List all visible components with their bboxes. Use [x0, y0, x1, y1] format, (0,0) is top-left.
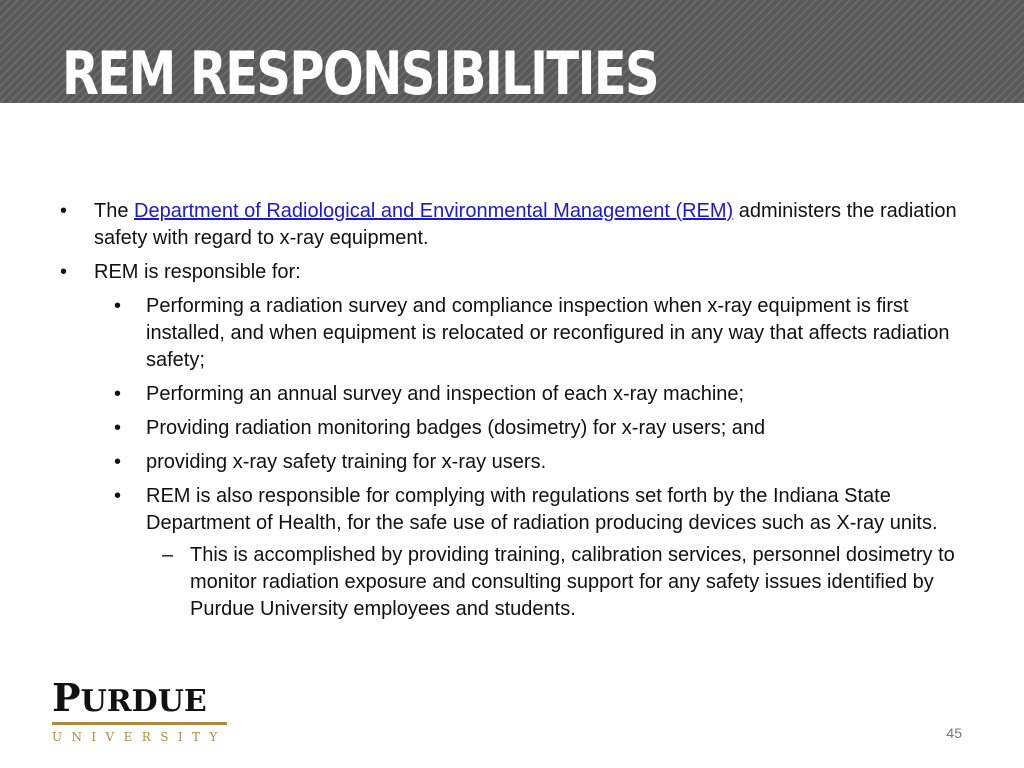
- bullet-marker: •: [60, 200, 68, 222]
- logo-initial: P: [52, 675, 81, 720]
- bullet-text: Performing a radiation survey and compliance inspection when x-ray equipment is first installed, and when equipment is relocated or reconfigured in any way that affects radiation safety;: [146, 295, 950, 371]
- title-banner: [0, 0, 1024, 103]
- bullet-text-prefix: The: [94, 200, 129, 222]
- bullet-marker: •: [114, 485, 122, 507]
- dash-marker: –: [162, 544, 174, 566]
- logo-word-rest: URDUE: [80, 684, 207, 719]
- list-item: [60, 483, 965, 623]
- page-number: 45: [946, 725, 962, 741]
- list-item: [60, 542, 965, 623]
- sub-sub-bullet-list: [146, 542, 965, 623]
- bullet-text: Providing radiation monitoring badges (dosimetry) for x-ray users; and: [146, 417, 766, 439]
- rem-department-link[interactable]: Department of Radiological and Environmental Management (REM): [134, 200, 734, 222]
- list-item: [60, 381, 965, 408]
- bullet-text: REM is responsible for:: [94, 261, 301, 283]
- bullet-text: REM is also responsible for complying with regulations set forth by the Indiana State Department of Health, for the safe use of radiation producing devices such as X-ray units.: [146, 485, 938, 534]
- logo-subtitle: UNIVERSITY: [52, 722, 227, 744]
- purdue-logo: [52, 675, 227, 744]
- sub-bullet-list: [94, 293, 965, 623]
- bullet-marker: •: [60, 261, 68, 283]
- bullet-marker: •: [114, 417, 122, 439]
- slide-title: REM RESPONSIBILITIES: [62, 39, 658, 103]
- list-item: [60, 415, 965, 442]
- bullet-marker: •: [114, 295, 122, 317]
- list-item: [60, 198, 965, 252]
- bullet-text: This is accomplished by providing training, calibration services, personnel dosimetry to monitor radiation exposure and consulting support for any safety issues identified by Purdue University employees and students.: [190, 544, 955, 620]
- list-item: [60, 449, 965, 476]
- bullet-text: Performing an annual survey and inspection of each x-ray machine;: [146, 383, 745, 405]
- bullet-text-suffix: administers the radiation safety with regard to x-ray equipment.: [94, 200, 957, 249]
- logo-wordmark: [52, 675, 227, 720]
- bullet-list: [60, 198, 965, 623]
- list-item: [60, 259, 965, 623]
- bullet-text: providing x-ray safety training for x-ray users.: [146, 451, 547, 473]
- bullet-marker: •: [114, 451, 122, 473]
- bullet-marker: •: [114, 383, 122, 405]
- slide-body: [60, 198, 965, 630]
- list-item: [60, 293, 965, 374]
